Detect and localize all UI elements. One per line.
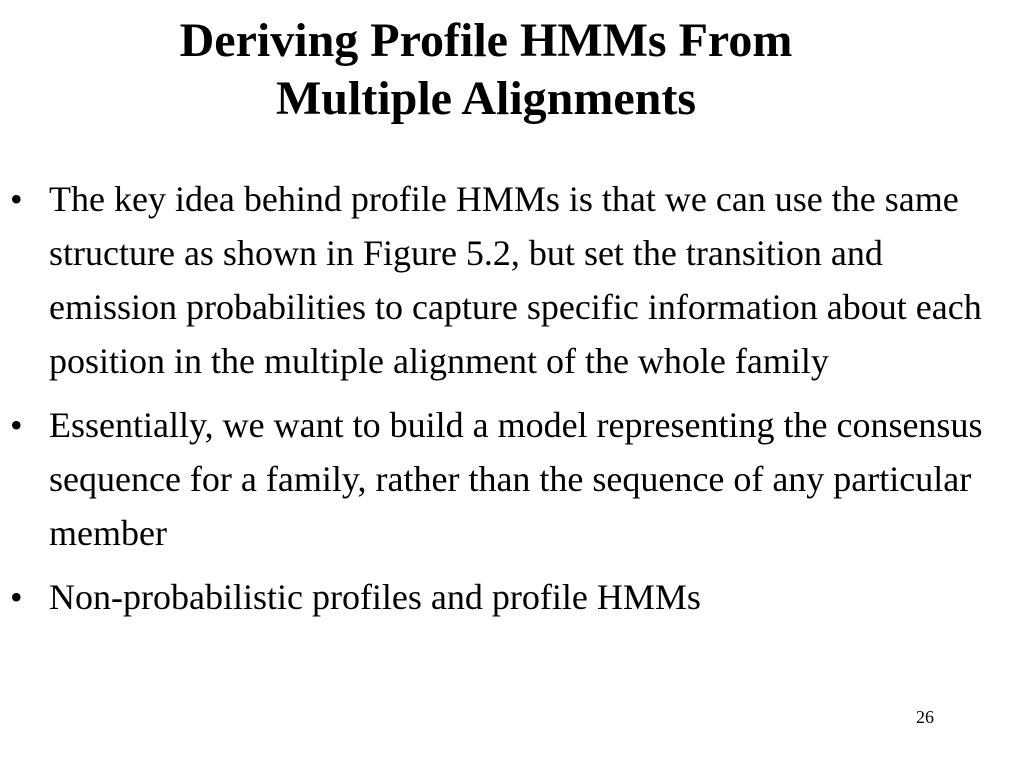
page-number: 26 (916, 707, 934, 727)
bullet-icon: • (10, 179, 23, 219)
bullet-item-1 (10, 172, 1010, 388)
bullet-text-2: Essentially, we want to build a model representing the consensus sequence for a family, rather than the sequence of any particular member (49, 405, 983, 553)
bullet-item-2 (10, 398, 1010, 560)
bullet-icon: • (10, 577, 23, 617)
bullet-text-3: Non-probabilistic profiles and profile HMMs (49, 577, 701, 617)
bullet-item-3 (10, 570, 1010, 624)
slide-title (60, 12, 912, 128)
bullet-icon: • (10, 405, 23, 445)
slide-title-line-2: Multiple Alignments (275, 72, 697, 125)
bullet-list (10, 172, 1010, 634)
bullet-text-1: The key idea behind profile HMMs is that we can use the same structure as shown in Figure 5.2, but set the transition and emission probabilities to capture specific information about each position in the multiple alignment of the whole family (49, 179, 982, 381)
slide-title-line-1: Deriving Profile HMMs From (179, 14, 793, 67)
